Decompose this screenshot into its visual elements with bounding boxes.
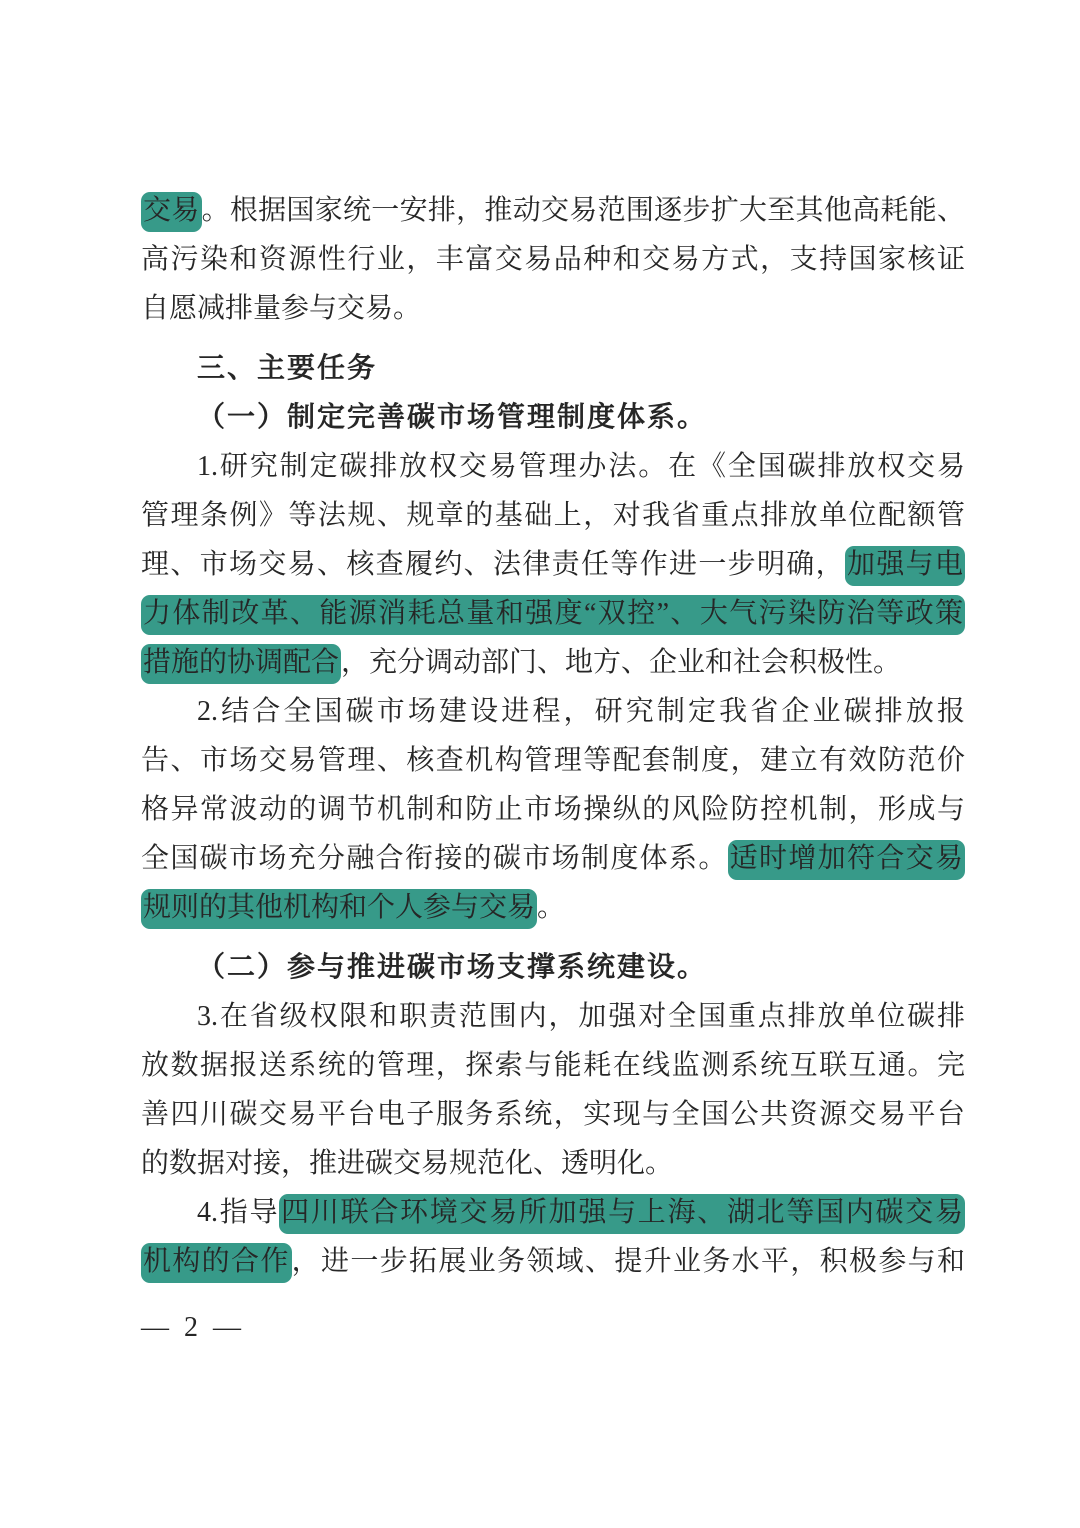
text-line [141, 1090, 965, 1139]
text-segment: ，进一步拓展业务领域、提升业务水平，积极参与和 [291, 1246, 965, 1277]
highlighted-text: 加强与电 [845, 546, 965, 586]
text-segment: 格异常波动的调节机制和防止市场操纵的风险防控机制，形成与 [141, 794, 965, 825]
text-segment: 三、主要任务 [197, 353, 378, 384]
text-line [141, 1188, 965, 1237]
text-segment: 理、市场交易、核查履约、法律责任等作进一步明确， [141, 549, 845, 580]
highlighted-text: 措施的协调配合 [141, 644, 341, 684]
highlighted-text: 规则的其他机构和个人参与交易 [141, 889, 537, 929]
text-line [141, 736, 965, 785]
text-segment: 4.指导 [197, 1197, 280, 1228]
text-segment: 善四川碳交易平台电子服务系统，实现与全国公共资源交易平台 [141, 1099, 965, 1130]
highlighted-text: 四川联合环境交易所加强与上海、湖北等国内碳交易 [279, 1194, 965, 1234]
page-number: — 2 — [141, 1312, 245, 1343]
text-line [141, 491, 965, 540]
highlighted-text: 适时增加符合交易 [728, 840, 965, 880]
text-segment: 。根据国家统一安排，推动交易范围逐步扩大至其他高耗能、 [201, 195, 965, 226]
text-line [141, 1237, 965, 1286]
text-segment: 管理条例》等法规、规章的基础上，对我省重点排放单位配额管 [141, 500, 965, 531]
text-segment: 全国碳市场充分融合衔接的碳市场制度体系。 [141, 843, 728, 874]
text-line [141, 992, 965, 1041]
text-segment: 放数据报送系统的管理，探索与能耗在线监测系统互联互通。完 [141, 1050, 965, 1081]
text-line [141, 235, 965, 284]
text-segment: 。 [537, 892, 566, 923]
text-line [141, 883, 965, 932]
text-line [141, 638, 965, 687]
text-line [141, 834, 965, 883]
text-line [141, 589, 965, 638]
text-segment: ，充分调动部门、地方、企业和社会积极性。 [341, 647, 902, 678]
text-segment: 的数据对接，推进碳交易规范化、透明化。 [141, 1148, 674, 1179]
text-line [141, 186, 965, 235]
text-line [141, 284, 965, 333]
text-line [141, 687, 965, 736]
text-line [141, 442, 965, 491]
heading-line [141, 943, 965, 992]
text-segment: 3.在省级权限和职责范围内，加强对全国重点排放单位碳排 [197, 1001, 965, 1032]
document-body [141, 186, 965, 1286]
heading-line [141, 344, 965, 393]
text-segment: （一）制定完善碳市场管理制度体系。 [197, 402, 708, 433]
highlighted-text: 力体制改革、能源消耗总量和强度“双控”、大气污染防治等政策 [141, 595, 965, 635]
text-segment: 高污染和资源性行业，丰富交易品种和交易方式，支持国家核证 [141, 244, 965, 275]
highlighted-text: 交易 [141, 192, 202, 232]
highlighted-text: 机构的合作 [141, 1243, 292, 1283]
text-segment: 2.结合全国碳市场建设进程，研究制定我省企业碳排放报 [197, 696, 965, 727]
text-segment: 自愿减排量参与交易。 [141, 293, 422, 324]
text-line [141, 785, 965, 834]
text-line [141, 1139, 965, 1188]
text-segment: 告、市场交易管理、核查机构管理等配套制度，建立有效防范价 [141, 745, 965, 776]
text-line [141, 540, 965, 589]
text-segment: 1.研究制定碳排放权交易管理办法。在《全国碳排放权交易 [197, 451, 965, 482]
text-segment: （二）参与推进碳市场支撑系统建设。 [197, 952, 708, 983]
text-line [141, 1041, 965, 1090]
heading-line [141, 393, 965, 442]
